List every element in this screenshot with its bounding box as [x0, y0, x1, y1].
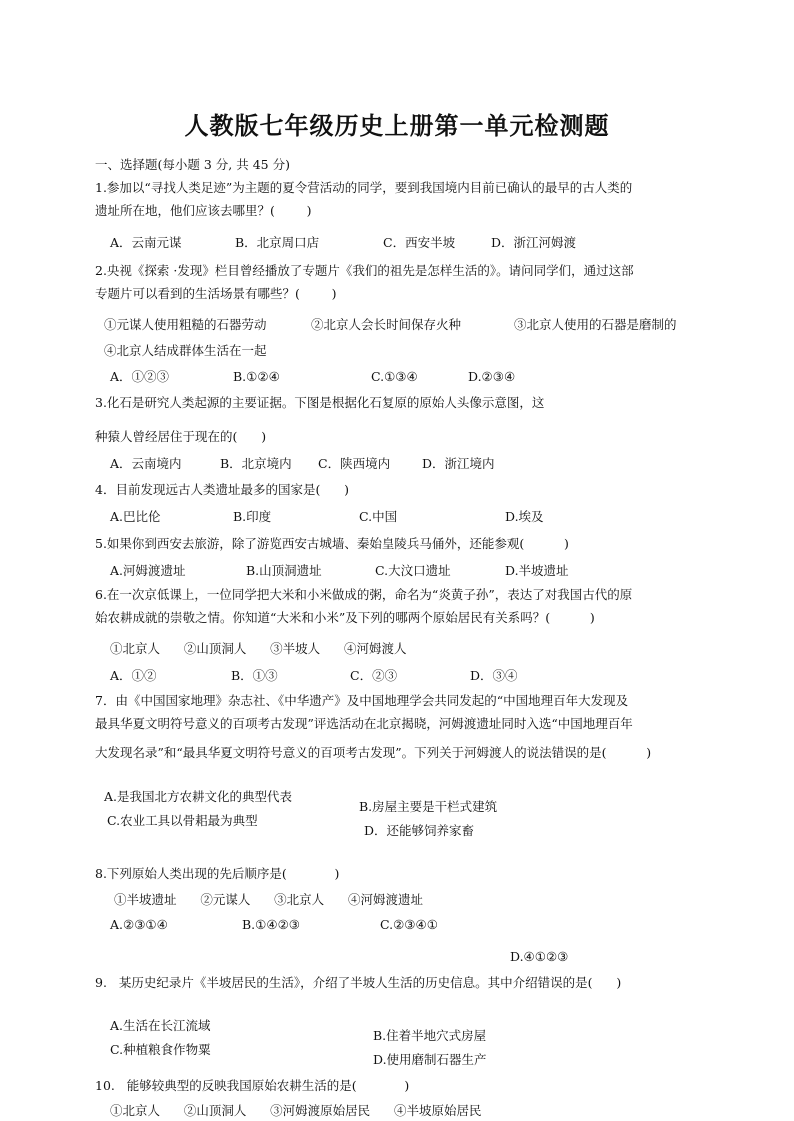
question-2-option-b: B.①②④: [233, 369, 280, 384]
question-3-option-d: D．浙江境内: [422, 456, 495, 471]
question-5-option-d: D.半坡遗址: [505, 563, 569, 578]
question-7-option-b: B.房屋主要是干栏式建筑: [359, 799, 498, 814]
question-1-stem-line-1: 1.参加以“寻找人类足迹”为主题的夏令营活动的同学，要到我国境内目前已确认的最早的古人类的: [95, 180, 633, 195]
question-4-option-a: A.巴比伦: [110, 509, 161, 524]
question-1-option-c: C．西安半坡: [383, 235, 456, 250]
question-3-stem-line-1: 3.化石是研究人类起源的主要证据。下图是根据化石复原的原始人头像示意图，这: [95, 395, 545, 410]
question-8-option-b: B.①④②③: [242, 917, 300, 932]
question-4-stem: 4．目前发现远古人类遗址最多的国家是( ): [95, 482, 350, 497]
question-7-stem-line-3: 大发现名录”和“最具华夏文明符号意义的百项考古发现”。下列关于河姆渡人的说法错误的是( ): [95, 745, 652, 760]
question-2-stem-line-2: 专题片可以看到的生活场景有哪些？( ): [95, 286, 337, 301]
question-7-stem-line-2: 最具华夏文明符号意义的百项考古发现”评选活动在北京揭晓，河姆渡遗址同时入选“中国地理百年: [95, 716, 633, 731]
page-title: 人教版七年级历史上册第一单元检测题: [184, 111, 610, 140]
question-6-items: ①北京人 ②山顶洞人 ③半坡人 ④河姆渡人: [110, 641, 407, 656]
question-7-stem-line-1: 7．由《中国国家地理》杂志社、《中华遗产》及中国地理学会共同发起的“中国地理百年大发现及: [95, 693, 629, 708]
question-9-stem: 9. 某历史纪录片《半坡居民的生活》，介绍了半坡人生活的历史信息。其中介绍错误的是( ): [95, 975, 622, 990]
question-10-items: ①北京人 ②山顶洞人 ③河姆渡原始居民 ④半坡原始居民: [110, 1103, 482, 1118]
question-8-option-c: C.②③④①: [380, 917, 438, 932]
question-8-option-d: D.④①②③: [510, 949, 569, 964]
section-heading: 一、选择题(每小题 3 分, 共 45 分): [95, 157, 290, 172]
question-6-stem-line-2: 始农耕成就的崇敬之情。你知道“大米和小米”及下列的哪两个原始居民有关系吗？( ): [95, 610, 595, 625]
question-2-item-2: ②北京人会长时间保存火种: [311, 317, 462, 332]
question-1-stem-line-2: 遗址所在地，他们应该去哪里？( ): [95, 203, 312, 218]
question-9-option-a: A.生活在长江流域: [110, 1018, 211, 1033]
question-3-stem-line-2: 种猿人曾经居住于现在的( ): [95, 429, 267, 444]
question-5-stem: 5.如果你到西安去旅游，除了游览西安古城墙、秦始皇陵兵马俑外，还能参观( ): [95, 536, 569, 551]
question-4-option-d: D.埃及: [505, 509, 544, 524]
question-9-option-b: B.住着半地穴式房屋: [373, 1028, 487, 1043]
question-5-option-a: A.河姆渡遗址: [110, 563, 186, 578]
question-3-option-c: C．陕西境内: [318, 456, 391, 471]
question-1-option-b: B．北京周口店: [235, 235, 320, 250]
question-6-option-d: D．③④: [470, 668, 518, 683]
question-4-option-c: C.中国: [359, 509, 398, 524]
question-3-option-b: B．北京境内: [220, 456, 292, 471]
question-4-option-b: B.印度: [233, 509, 272, 524]
question-8-items: ①半坡遗址 ②元谋人 ③北京人 ④河姆渡遗址: [114, 892, 424, 907]
question-8-option-a: A.②③①④: [110, 917, 168, 932]
question-6-option-b: B．①③: [231, 668, 278, 683]
question-7-option-a: A.是我国北方农耕文化的典型代表: [104, 789, 293, 804]
question-10-stem: 10. 能够较典型的反映我国原始农耕生活的是( ): [95, 1078, 410, 1093]
question-1-option-d: D．浙江河姆渡: [491, 235, 577, 250]
question-6-option-a: A．①②: [110, 668, 157, 683]
question-8-stem: 8.下列原始人类出现的先后顺序是( ): [95, 866, 340, 881]
question-2-item-4: ④北京人结成群体生活在一起: [104, 343, 267, 358]
question-7-option-c: C.农业工具以骨耜最为典型: [107, 813, 258, 828]
question-2-item-3: ③北京人使用的石器是磨制的: [514, 317, 677, 332]
question-9-option-c: C.种植粮食作物粟: [110, 1042, 211, 1057]
question-3-option-a: A．云南境内: [110, 456, 182, 471]
question-2-option-a: A．①②③: [110, 369, 170, 384]
question-7-option-d: D．还能够饲养家畜: [364, 823, 475, 838]
question-6-option-c: C．②③: [350, 668, 398, 683]
question-2-option-c: C.①③④: [371, 369, 418, 384]
question-5-option-b: B.山顶洞遗址: [246, 563, 322, 578]
question-6-stem-line-1: 6.在一次京低课上，一位同学把大米和小米做成的粥，命名为“炎黄子孙”，表达了对我国古代的原: [95, 587, 633, 602]
question-5-option-c: C.大汶口遗址: [375, 563, 451, 578]
question-9-option-d: D.使用磨制石器生产: [373, 1052, 487, 1067]
question-2-option-d: D.②③④: [468, 369, 516, 384]
question-1-option-a: A．云南元谋: [110, 235, 182, 250]
question-2-item-1: ①元谋人使用粗糙的石器劳动: [104, 317, 267, 332]
question-2-stem-line-1: 2.央视《探索 ·发现》栏目曾经播放了专题片《我们的祖先是怎样生活的》。请问同学们，通过这部: [95, 263, 634, 278]
